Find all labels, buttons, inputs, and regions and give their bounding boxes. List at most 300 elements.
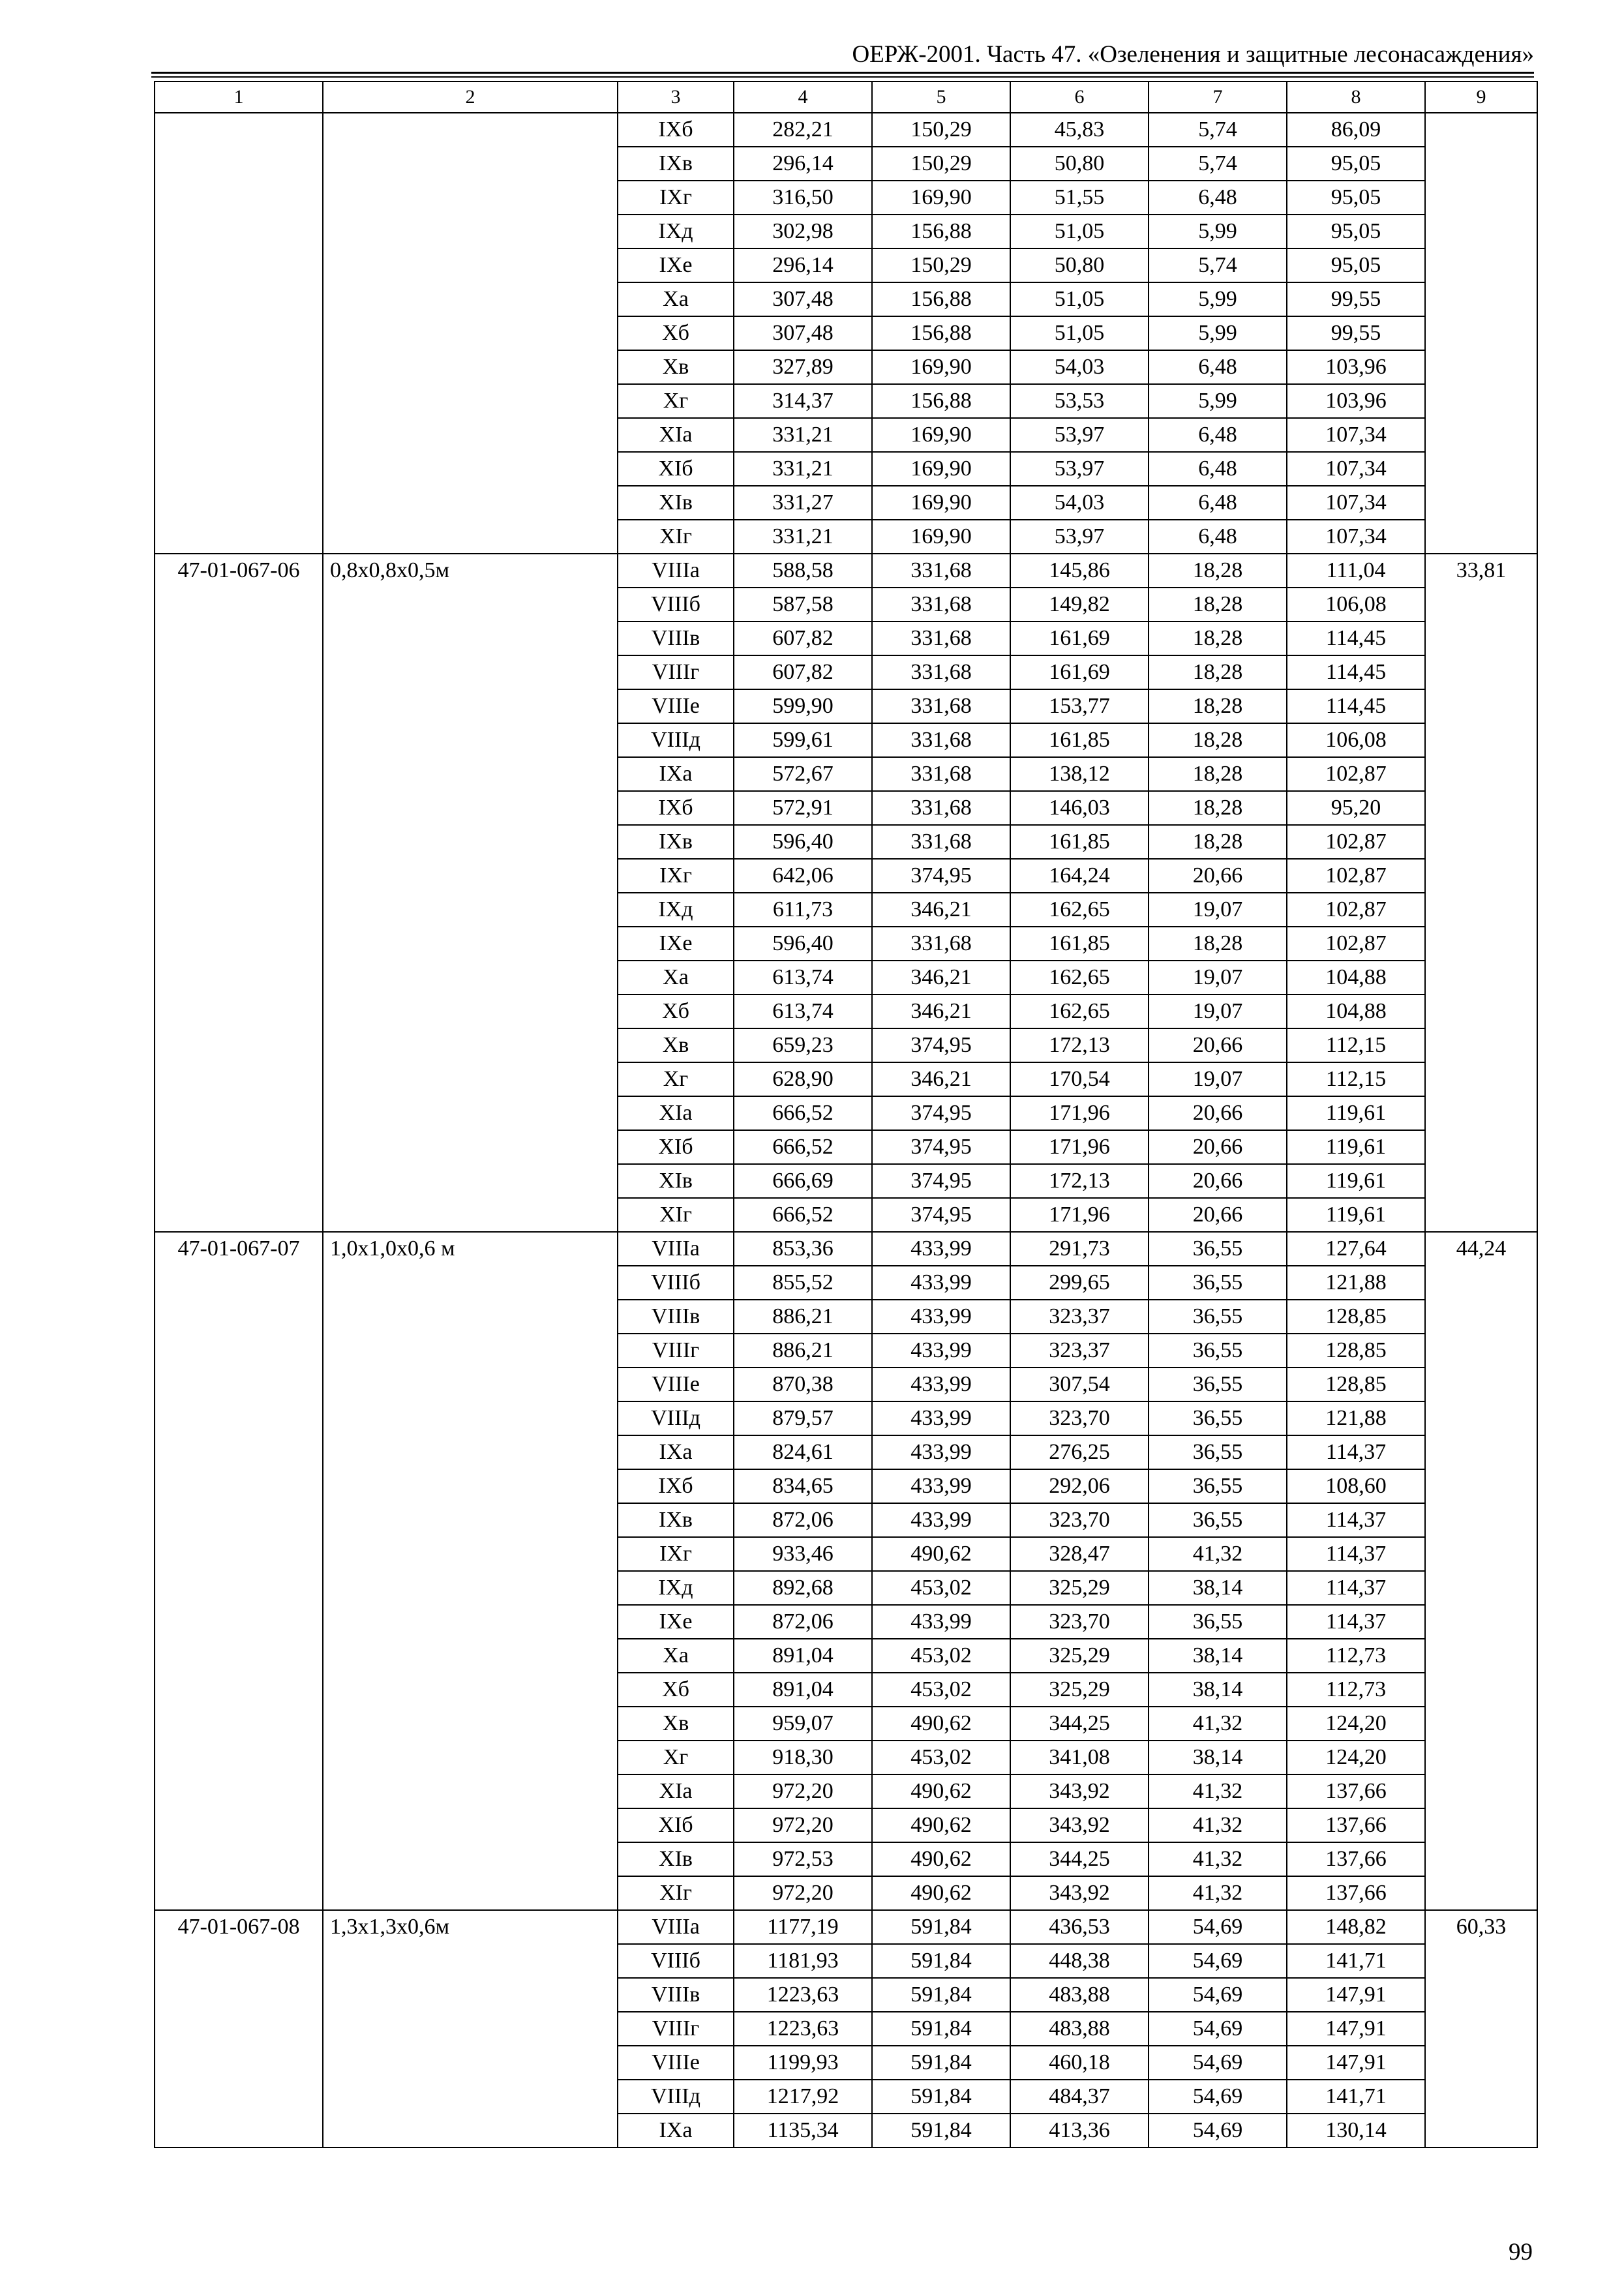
materials-cost-cell: 95,05 (1287, 181, 1425, 215)
labor-cost-cell: 490,62 (872, 1842, 1010, 1876)
zone-cell: IXе (618, 1605, 734, 1639)
zone-cell: IXв (618, 1503, 734, 1537)
machinist-wage-cell: 20,66 (1149, 859, 1287, 893)
rate-name-cell (323, 113, 618, 554)
zone-cell: XIв (618, 1164, 734, 1198)
labor-cost-cell: 490,62 (872, 1808, 1010, 1842)
machine-cost-cell: 325,29 (1010, 1571, 1149, 1605)
total-cost-cell: 666,69 (734, 1164, 872, 1198)
zone-cell: IXв (618, 825, 734, 859)
total-cost-cell: 588,58 (734, 554, 872, 588)
header-rule-thick (151, 72, 1534, 74)
zone-cell: VIIIа (618, 554, 734, 588)
machine-cost-cell: 51,05 (1010, 316, 1149, 350)
machinist-wage-cell: 19,07 (1149, 961, 1287, 995)
machinist-wage-cell: 54,69 (1149, 2046, 1287, 2080)
zone-cell: Xб (618, 995, 734, 1028)
labor-cost-cell: 331,68 (872, 689, 1010, 723)
zone-cell: IXа (618, 2114, 734, 2147)
total-cost-cell: 613,74 (734, 961, 872, 995)
column-number-cell: 9 (1425, 82, 1537, 113)
machinist-wage-cell: 19,07 (1149, 995, 1287, 1028)
materials-cost-cell: 99,55 (1287, 282, 1425, 316)
machinist-wage-cell: 5,74 (1149, 248, 1287, 282)
machinist-wage-cell: 18,28 (1149, 588, 1287, 621)
labor-cost-cell: 374,95 (872, 1130, 1010, 1164)
machine-cost-cell: 291,73 (1010, 1232, 1149, 1266)
total-cost-cell: 331,27 (734, 486, 872, 520)
zone-cell: VIIIе (618, 689, 734, 723)
machine-cost-cell: 54,03 (1010, 350, 1149, 384)
table-row (155, 1910, 1537, 1944)
total-cost-cell: 611,73 (734, 893, 872, 927)
table-row (155, 1232, 1537, 1266)
machine-cost-cell: 145,86 (1010, 554, 1149, 588)
materials-cost-cell: 102,87 (1287, 893, 1425, 927)
total-cost-cell: 282,21 (734, 113, 872, 147)
total-cost-cell: 1199,93 (734, 2046, 872, 2080)
machine-cost-cell: 164,24 (1010, 859, 1149, 893)
machine-cost-cell: 325,29 (1010, 1673, 1149, 1707)
rate-name-cell: 1,0х1,0х0,6 м (323, 1232, 618, 1910)
materials-cost-cell: 119,61 (1287, 1164, 1425, 1198)
machine-cost-cell: 162,65 (1010, 961, 1149, 995)
total-cost-cell: 296,14 (734, 248, 872, 282)
total-cost-cell: 891,04 (734, 1673, 872, 1707)
table-row (155, 113, 1537, 147)
total-cost-cell: 972,20 (734, 1876, 872, 1910)
machine-cost-cell: 344,25 (1010, 1707, 1149, 1741)
labor-cost-cell: 156,88 (872, 282, 1010, 316)
machine-cost-cell: 341,08 (1010, 1741, 1149, 1774)
machine-cost-cell: 161,85 (1010, 723, 1149, 757)
machine-cost-cell: 53,53 (1010, 384, 1149, 418)
labor-cost-cell: 591,84 (872, 2046, 1010, 2080)
machine-cost-cell: 161,69 (1010, 621, 1149, 655)
rate-code-cell (155, 113, 323, 554)
zone-cell: XIг (618, 1876, 734, 1910)
materials-cost-cell: 112,15 (1287, 1062, 1425, 1096)
labor-cost-cell: 374,95 (872, 1028, 1010, 1062)
zone-cell: IXе (618, 927, 734, 961)
machine-cost-cell: 50,80 (1010, 248, 1149, 282)
machinist-wage-cell: 41,32 (1149, 1774, 1287, 1808)
materials-cost-cell: 107,34 (1287, 452, 1425, 486)
machinist-wage-cell: 38,14 (1149, 1639, 1287, 1673)
machinist-wage-cell: 19,07 (1149, 893, 1287, 927)
total-cost-cell: 1177,19 (734, 1910, 872, 1944)
machine-cost-cell: 170,54 (1010, 1062, 1149, 1096)
machine-cost-cell: 292,06 (1010, 1469, 1149, 1503)
machine-cost-cell: 51,05 (1010, 215, 1149, 248)
materials-cost-cell: 114,45 (1287, 655, 1425, 689)
labor-cost-cell: 331,68 (872, 655, 1010, 689)
zone-cell: XIб (618, 1130, 734, 1164)
materials-cost-cell: 103,96 (1287, 350, 1425, 384)
machinist-wage-cell: 41,32 (1149, 1707, 1287, 1741)
labor-hours-cell: 33,81 (1425, 554, 1537, 1232)
materials-cost-cell: 141,71 (1287, 1944, 1425, 1978)
machinist-wage-cell: 20,66 (1149, 1164, 1287, 1198)
total-cost-cell: 599,61 (734, 723, 872, 757)
total-cost-cell: 302,98 (734, 215, 872, 248)
machinist-wage-cell: 5,99 (1149, 384, 1287, 418)
labor-cost-cell: 374,95 (872, 1198, 1010, 1232)
labor-cost-cell: 453,02 (872, 1741, 1010, 1774)
machine-cost-cell: 460,18 (1010, 2046, 1149, 2080)
materials-cost-cell: 124,20 (1287, 1741, 1425, 1774)
materials-cost-cell: 137,66 (1287, 1842, 1425, 1876)
zone-cell: Xа (618, 1639, 734, 1673)
total-cost-cell: 296,14 (734, 147, 872, 181)
machinist-wage-cell: 36,55 (1149, 1368, 1287, 1401)
column-number-cell: 8 (1287, 82, 1425, 113)
machinist-wage-cell: 6,48 (1149, 452, 1287, 486)
zone-cell: VIIIг (618, 1334, 734, 1368)
materials-cost-cell: 114,37 (1287, 1503, 1425, 1537)
zone-cell: Xг (618, 384, 734, 418)
machine-cost-cell: 323,70 (1010, 1401, 1149, 1435)
materials-cost-cell: 108,60 (1287, 1469, 1425, 1503)
zone-cell: XIв (618, 1842, 734, 1876)
materials-cost-cell: 102,87 (1287, 825, 1425, 859)
total-cost-cell: 607,82 (734, 621, 872, 655)
zone-cell: Xг (618, 1062, 734, 1096)
materials-cost-cell: 102,87 (1287, 859, 1425, 893)
machinist-wage-cell: 36,55 (1149, 1469, 1287, 1503)
machinist-wage-cell: 36,55 (1149, 1401, 1287, 1435)
labor-cost-cell: 490,62 (872, 1876, 1010, 1910)
machinist-wage-cell: 36,55 (1149, 1266, 1287, 1300)
zone-cell: Xб (618, 316, 734, 350)
machinist-wage-cell: 5,74 (1149, 147, 1287, 181)
labor-hours-cell: 60,33 (1425, 1910, 1537, 2147)
zone-cell: IXб (618, 1469, 734, 1503)
total-cost-cell: 886,21 (734, 1300, 872, 1334)
machinist-wage-cell: 6,48 (1149, 520, 1287, 554)
zone-cell: VIIIб (618, 1266, 734, 1300)
materials-cost-cell: 147,91 (1287, 2012, 1425, 2046)
column-number-cell: 1 (155, 82, 323, 113)
total-cost-cell: 572,67 (734, 757, 872, 791)
total-cost-cell: 314,37 (734, 384, 872, 418)
zone-cell: VIIIе (618, 1368, 734, 1401)
labor-cost-cell: 331,68 (872, 757, 1010, 791)
total-cost-cell: 666,52 (734, 1198, 872, 1232)
zone-cell: Xв (618, 1707, 734, 1741)
zone-cell: VIIIб (618, 588, 734, 621)
total-cost-cell: 659,23 (734, 1028, 872, 1062)
materials-cost-cell: 130,14 (1287, 2114, 1425, 2147)
total-cost-cell: 1181,93 (734, 1944, 872, 1978)
zone-cell: IXг (618, 181, 734, 215)
machine-cost-cell: 53,97 (1010, 418, 1149, 452)
rate-code-cell: 47-01-067-07 (155, 1232, 323, 1910)
materials-cost-cell: 107,34 (1287, 486, 1425, 520)
zone-cell: Xг (618, 1741, 734, 1774)
machinist-wage-cell: 18,28 (1149, 825, 1287, 859)
materials-cost-cell: 141,71 (1287, 2080, 1425, 2114)
machine-cost-cell: 146,03 (1010, 791, 1149, 825)
zone-cell: IXа (618, 1435, 734, 1469)
materials-cost-cell: 107,34 (1287, 520, 1425, 554)
rate-code-cell: 47-01-067-06 (155, 554, 323, 1232)
labor-cost-cell: 453,02 (872, 1673, 1010, 1707)
zone-cell: XIб (618, 1808, 734, 1842)
total-cost-cell: 316,50 (734, 181, 872, 215)
total-cost-cell: 307,48 (734, 282, 872, 316)
machinist-wage-cell: 41,32 (1149, 1842, 1287, 1876)
rate-code-cell: 47-01-067-08 (155, 1910, 323, 2147)
materials-cost-cell: 111,04 (1287, 554, 1425, 588)
materials-cost-cell: 95,05 (1287, 248, 1425, 282)
zone-cell: Xб (618, 1673, 734, 1707)
machine-cost-cell: 328,47 (1010, 1537, 1149, 1571)
labor-cost-cell: 433,99 (872, 1503, 1010, 1537)
labor-cost-cell: 591,84 (872, 2012, 1010, 2046)
labor-cost-cell: 346,21 (872, 893, 1010, 927)
zone-cell: XIа (618, 1774, 734, 1808)
total-cost-cell: 886,21 (734, 1334, 872, 1368)
machinist-wage-cell: 18,28 (1149, 655, 1287, 689)
zone-cell: VIIIд (618, 1401, 734, 1435)
machinist-wage-cell: 36,55 (1149, 1605, 1287, 1639)
machinist-wage-cell: 5,74 (1149, 113, 1287, 147)
machine-cost-cell: 172,13 (1010, 1164, 1149, 1198)
machinist-wage-cell: 18,28 (1149, 723, 1287, 757)
machinist-wage-cell: 6,48 (1149, 350, 1287, 384)
labor-cost-cell: 169,90 (872, 181, 1010, 215)
labor-cost-cell: 433,99 (872, 1232, 1010, 1266)
table-row (155, 554, 1537, 588)
machinist-wage-cell: 20,66 (1149, 1096, 1287, 1130)
machinist-wage-cell: 18,28 (1149, 689, 1287, 723)
labor-cost-cell: 331,68 (872, 554, 1010, 588)
machinist-wage-cell: 19,07 (1149, 1062, 1287, 1096)
machine-cost-cell: 161,85 (1010, 927, 1149, 961)
labor-cost-cell: 374,95 (872, 1164, 1010, 1198)
machine-cost-cell: 153,77 (1010, 689, 1149, 723)
machine-cost-cell: 343,92 (1010, 1774, 1149, 1808)
total-cost-cell: 834,65 (734, 1469, 872, 1503)
machine-cost-cell: 276,25 (1010, 1435, 1149, 1469)
machine-cost-cell: 138,12 (1010, 757, 1149, 791)
labor-cost-cell: 169,90 (872, 486, 1010, 520)
machinist-wage-cell: 54,69 (1149, 2012, 1287, 2046)
materials-cost-cell: 99,55 (1287, 316, 1425, 350)
total-cost-cell: 933,46 (734, 1537, 872, 1571)
total-cost-cell: 853,36 (734, 1232, 872, 1266)
materials-cost-cell: 114,37 (1287, 1537, 1425, 1571)
materials-cost-cell: 119,61 (1287, 1198, 1425, 1232)
zone-cell: VIIIв (618, 1978, 734, 2012)
total-cost-cell: 331,21 (734, 452, 872, 486)
total-cost-cell: 972,53 (734, 1842, 872, 1876)
labor-cost-cell: 331,68 (872, 588, 1010, 621)
total-cost-cell: 331,21 (734, 418, 872, 452)
materials-cost-cell: 121,88 (1287, 1401, 1425, 1435)
labor-hours-cell: 44,24 (1425, 1232, 1537, 1910)
machinist-wage-cell: 41,32 (1149, 1537, 1287, 1571)
materials-cost-cell: 95,20 (1287, 791, 1425, 825)
machine-cost-cell: 54,03 (1010, 486, 1149, 520)
zone-cell: VIIIб (618, 1944, 734, 1978)
zone-cell: VIIIд (618, 2080, 734, 2114)
machinist-wage-cell: 5,99 (1149, 316, 1287, 350)
materials-cost-cell: 106,08 (1287, 588, 1425, 621)
column-number-cell: 7 (1149, 82, 1287, 113)
machine-cost-cell: 323,37 (1010, 1300, 1149, 1334)
machine-cost-cell: 50,80 (1010, 147, 1149, 181)
column-number-cell: 5 (872, 82, 1010, 113)
total-cost-cell: 892,68 (734, 1571, 872, 1605)
labor-cost-cell: 433,99 (872, 1300, 1010, 1334)
machinist-wage-cell: 36,55 (1149, 1334, 1287, 1368)
labor-cost-cell: 346,21 (872, 1062, 1010, 1096)
labor-cost-cell: 169,90 (872, 350, 1010, 384)
page-number: 99 (1509, 2239, 1533, 2266)
zone-cell: IXе (618, 248, 734, 282)
header-rule-thin (151, 76, 1534, 78)
labor-cost-cell: 591,84 (872, 2080, 1010, 2114)
labor-cost-cell: 169,90 (872, 452, 1010, 486)
zone-cell: XIг (618, 1198, 734, 1232)
zone-cell: VIIIд (618, 723, 734, 757)
machine-cost-cell: 171,96 (1010, 1198, 1149, 1232)
labor-cost-cell: 433,99 (872, 1334, 1010, 1368)
column-number-cell: 4 (734, 82, 872, 113)
machine-cost-cell: 323,70 (1010, 1605, 1149, 1639)
machine-cost-cell: 51,05 (1010, 282, 1149, 316)
machine-cost-cell: 413,36 (1010, 2114, 1149, 2147)
labor-cost-cell: 331,68 (872, 825, 1010, 859)
labor-cost-cell: 490,62 (872, 1537, 1010, 1571)
machine-cost-cell: 484,37 (1010, 2080, 1149, 2114)
materials-cost-cell: 86,09 (1287, 113, 1425, 147)
labor-cost-cell: 331,68 (872, 791, 1010, 825)
machine-cost-cell: 448,38 (1010, 1944, 1149, 1978)
machine-cost-cell: 161,85 (1010, 825, 1149, 859)
materials-cost-cell: 114,45 (1287, 689, 1425, 723)
labor-cost-cell: 169,90 (872, 418, 1010, 452)
machinist-wage-cell: 18,28 (1149, 757, 1287, 791)
materials-cost-cell: 147,91 (1287, 1978, 1425, 2012)
materials-cost-cell: 112,73 (1287, 1639, 1425, 1673)
zone-cell: VIIIг (618, 2012, 734, 2046)
machinist-wage-cell: 54,69 (1149, 2080, 1287, 2114)
zone-cell: VIIIа (618, 1910, 734, 1944)
labor-cost-cell: 331,68 (872, 723, 1010, 757)
total-cost-cell: 307,48 (734, 316, 872, 350)
labor-cost-cell: 433,99 (872, 1605, 1010, 1639)
machinist-wage-cell: 54,69 (1149, 1944, 1287, 1978)
zone-cell: XIв (618, 486, 734, 520)
total-cost-cell: 1223,63 (734, 1978, 872, 2012)
labor-cost-cell: 453,02 (872, 1639, 1010, 1673)
labor-cost-cell: 374,95 (872, 1096, 1010, 1130)
zone-cell: Xа (618, 961, 734, 995)
materials-cost-cell: 114,37 (1287, 1605, 1425, 1639)
machinist-wage-cell: 36,55 (1149, 1503, 1287, 1537)
total-cost-cell: 599,90 (734, 689, 872, 723)
machinist-wage-cell: 6,48 (1149, 181, 1287, 215)
labor-cost-cell: 433,99 (872, 1469, 1010, 1503)
materials-cost-cell: 137,66 (1287, 1774, 1425, 1808)
total-cost-cell: 972,20 (734, 1808, 872, 1842)
machinist-wage-cell: 5,99 (1149, 282, 1287, 316)
machine-cost-cell: 436,53 (1010, 1910, 1149, 1944)
materials-cost-cell: 95,05 (1287, 147, 1425, 181)
materials-cost-cell: 112,15 (1287, 1028, 1425, 1062)
labor-cost-cell: 156,88 (872, 384, 1010, 418)
labor-cost-cell: 169,90 (872, 520, 1010, 554)
labor-cost-cell: 331,68 (872, 621, 1010, 655)
total-cost-cell: 607,82 (734, 655, 872, 689)
labor-cost-cell: 490,62 (872, 1774, 1010, 1808)
labor-cost-cell: 490,62 (872, 1707, 1010, 1741)
labor-cost-cell: 433,99 (872, 1401, 1010, 1435)
total-cost-cell: 1223,63 (734, 2012, 872, 2046)
materials-cost-cell: 106,08 (1287, 723, 1425, 757)
labor-cost-cell: 150,29 (872, 113, 1010, 147)
machine-cost-cell: 299,65 (1010, 1266, 1149, 1300)
labor-cost-cell: 150,29 (872, 248, 1010, 282)
zone-cell: IXд (618, 215, 734, 248)
materials-cost-cell: 147,91 (1287, 2046, 1425, 2080)
machinist-wage-cell: 18,28 (1149, 927, 1287, 961)
machinist-wage-cell: 41,32 (1149, 1808, 1287, 1842)
machine-cost-cell: 161,69 (1010, 655, 1149, 689)
machinist-wage-cell: 54,69 (1149, 1910, 1287, 1944)
labor-cost-cell: 591,84 (872, 1944, 1010, 1978)
zone-cell: VIIIг (618, 655, 734, 689)
machinist-wage-cell: 20,66 (1149, 1198, 1287, 1232)
machine-cost-cell: 171,96 (1010, 1096, 1149, 1130)
machinist-wage-cell: 18,28 (1149, 791, 1287, 825)
total-cost-cell: 596,40 (734, 927, 872, 961)
total-cost-cell: 1217,92 (734, 2080, 872, 2114)
zone-cell: IXб (618, 791, 734, 825)
materials-cost-cell: 119,61 (1287, 1130, 1425, 1164)
labor-cost-cell: 156,88 (872, 316, 1010, 350)
total-cost-cell: 1135,34 (734, 2114, 872, 2147)
zone-cell: IXд (618, 1571, 734, 1605)
materials-cost-cell: 102,87 (1287, 757, 1425, 791)
machine-cost-cell: 343,92 (1010, 1808, 1149, 1842)
zone-cell: Xв (618, 1028, 734, 1062)
total-cost-cell: 891,04 (734, 1639, 872, 1673)
machine-cost-cell: 343,92 (1010, 1876, 1149, 1910)
materials-cost-cell: 95,05 (1287, 215, 1425, 248)
machine-cost-cell: 171,96 (1010, 1130, 1149, 1164)
labor-cost-cell: 591,84 (872, 1978, 1010, 2012)
zone-cell: IXд (618, 893, 734, 927)
machinist-wage-cell: 36,55 (1149, 1435, 1287, 1469)
column-number-cell: 2 (323, 82, 618, 113)
machinist-wage-cell: 54,69 (1149, 2114, 1287, 2147)
machine-cost-cell: 162,65 (1010, 995, 1149, 1028)
rate-name-cell: 0,8х0,8х0,5м (323, 554, 618, 1232)
zone-cell: VIIIе (618, 2046, 734, 2080)
total-cost-cell: 879,57 (734, 1401, 872, 1435)
materials-cost-cell: 104,88 (1287, 995, 1425, 1028)
materials-cost-cell: 128,85 (1287, 1300, 1425, 1334)
machine-cost-cell: 162,65 (1010, 893, 1149, 927)
machine-cost-cell: 323,37 (1010, 1334, 1149, 1368)
column-number-cell: 6 (1010, 82, 1149, 113)
zone-cell: VIIIв (618, 621, 734, 655)
total-cost-cell: 959,07 (734, 1707, 872, 1741)
